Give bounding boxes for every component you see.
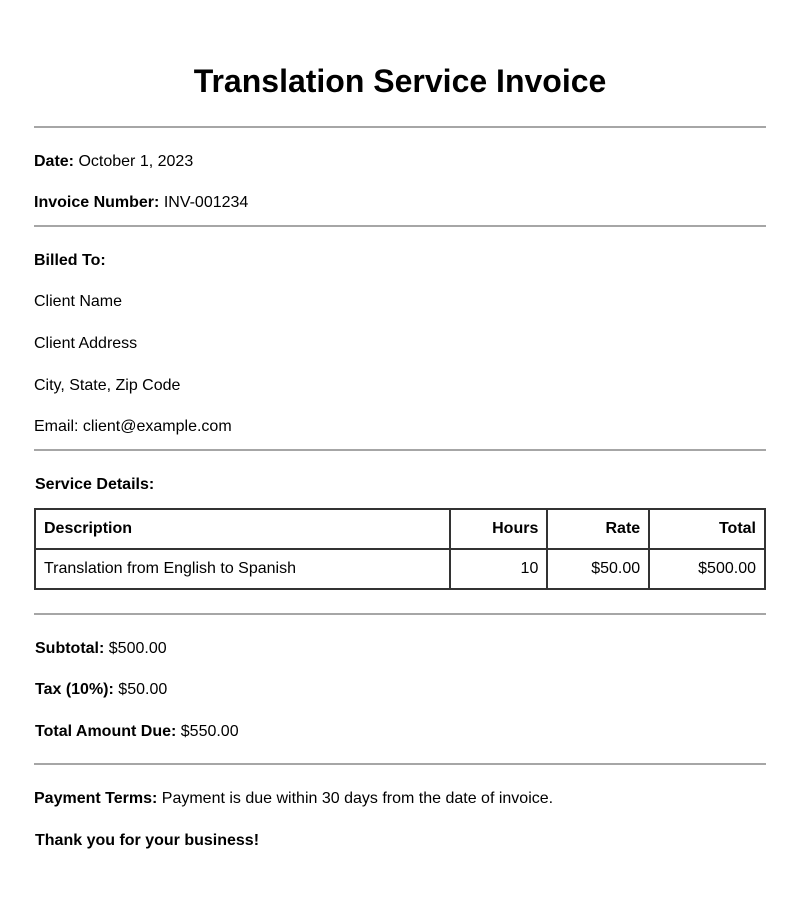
- billed-to-heading: [34, 251, 106, 271]
- client-city: City, State, Zip Code: [34, 377, 181, 394]
- date-line: [34, 152, 193, 172]
- tax-value: $50.00: [118, 681, 168, 698]
- payment-terms-value: Payment is due within 30 days from the date of invoice.: [161, 790, 554, 807]
- subtotal-line: [35, 639, 167, 659]
- subtotal-value: $500.00: [108, 640, 167, 657]
- payment-terms-line: [34, 789, 553, 809]
- total-due-value: $550.00: [180, 723, 239, 740]
- table-row: [35, 549, 765, 589]
- tax-label: Tax (10%):: [35, 681, 114, 698]
- client-name: Client Name: [34, 293, 123, 310]
- cell-rate: $50.00: [547, 549, 649, 589]
- column-header-rate: Rate: [547, 509, 649, 549]
- payment-terms-label: Payment Terms:: [34, 790, 158, 807]
- invoice-number-line: [34, 193, 248, 213]
- divider: [34, 613, 766, 615]
- invoice-number-label: Invoice Number:: [34, 194, 160, 211]
- column-header-total: Total: [649, 509, 765, 549]
- divider: [34, 225, 766, 227]
- subtotal-label: Subtotal:: [35, 640, 105, 657]
- table-header-row: [35, 509, 765, 549]
- service-table: [34, 508, 766, 590]
- service-details-label: Service Details:: [35, 476, 155, 493]
- client-address: Client Address: [34, 335, 138, 352]
- date-value: October 1, 2023: [78, 153, 194, 170]
- total-due-line: [35, 722, 239, 742]
- service-details-heading: [35, 475, 154, 495]
- cell-total: $500.00: [649, 549, 765, 589]
- column-header-description: Description: [35, 509, 450, 549]
- total-due-label: Total Amount Due:: [35, 723, 177, 740]
- date-label: Date:: [34, 153, 75, 170]
- thank-you-line: [35, 831, 259, 851]
- column-header-hours: Hours: [450, 509, 548, 549]
- cell-hours: 10: [450, 549, 548, 589]
- thank-you-text: Thank you for your business!: [35, 832, 260, 849]
- tax-line: [35, 680, 167, 700]
- divider: [34, 449, 766, 451]
- client-email: Email: client@example.com: [34, 418, 232, 435]
- invoice-number-value: INV-001234: [163, 194, 249, 211]
- billed-to-label: Billed To:: [34, 252, 106, 269]
- cell-description: Translation from English to Spanish: [35, 549, 450, 589]
- divider: [34, 763, 766, 765]
- divider: [34, 126, 766, 128]
- invoice-title: Translation Service Invoice: [193, 63, 607, 99]
